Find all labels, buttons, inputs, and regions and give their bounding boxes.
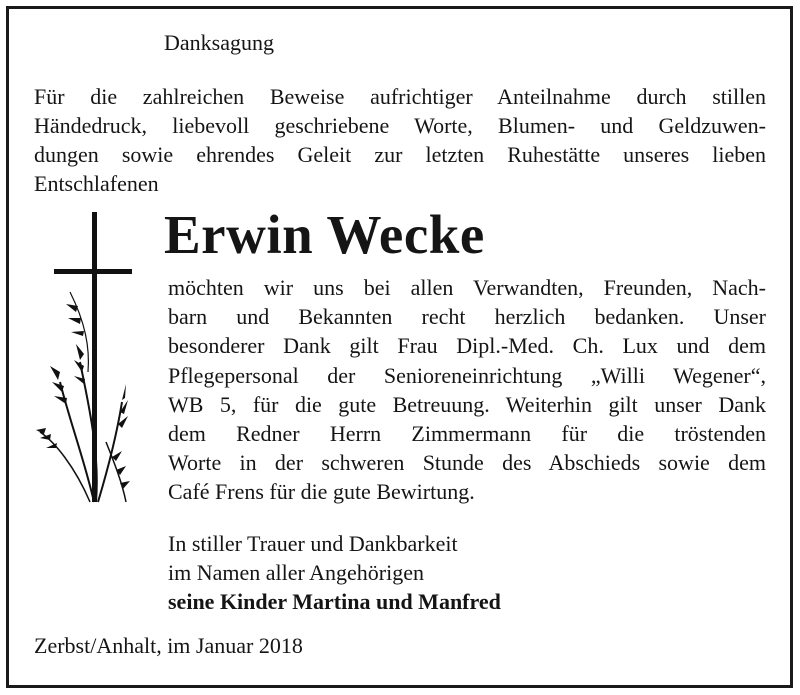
body-line: Worte in der schweren Stunde des Abschieds sowie dem <box>168 450 766 476</box>
signatories: seine Kinder Martina und Manfred <box>168 589 501 614</box>
place-date: Zerbst/Anhalt, im Januar 2018 <box>34 633 303 658</box>
intro-line: Händedruck, liebevoll geschriebene Worte, Blumen- und Geldzuwen- <box>34 113 766 138</box>
body-line: barn und Bekannten recht herzlich bedanken. Unser <box>168 304 766 330</box>
closing-line: im Namen aller Angehörigen <box>168 560 424 585</box>
deceased-name: Erwin Wecke <box>164 204 485 265</box>
intro-line: Für die zahlreichen Beweise aufrichtiger Anteilnahme durch stillen <box>34 84 766 109</box>
intro-line: Entschlafenen <box>34 171 159 196</box>
closing-line: In stiller Trauer und Dankbarkeit <box>168 531 458 556</box>
body-line: besonderer Dank gilt Frau Dipl.-Med. Ch. Lux und dem <box>168 333 766 359</box>
body-line: dem Redner Herrn Zimmermann für die tröstenden <box>168 421 766 447</box>
intro-line: dungen sowie ehrendes Geleit zur letzten Ruhestätte unseres lieben <box>34 142 766 167</box>
thanks-paragraph <box>168 273 766 507</box>
intro-paragraph <box>34 82 766 198</box>
cross-with-wheat-icon <box>30 212 140 512</box>
body-line: WB 5, für die gute Betreuung. Weiterhin gilt unser Dank <box>168 391 766 417</box>
notice-heading: Danksagung <box>164 30 274 55</box>
closing-block <box>168 529 501 616</box>
body-line: Café Frens für die gute Bewirtung. <box>168 479 475 505</box>
body-line: Pflegepersonal der Senioreneinrichtung „Willi Wegener“, <box>168 362 766 388</box>
body-line: möchten wir uns bei allen Verwandten, Freunden, Nach- <box>168 275 766 300</box>
